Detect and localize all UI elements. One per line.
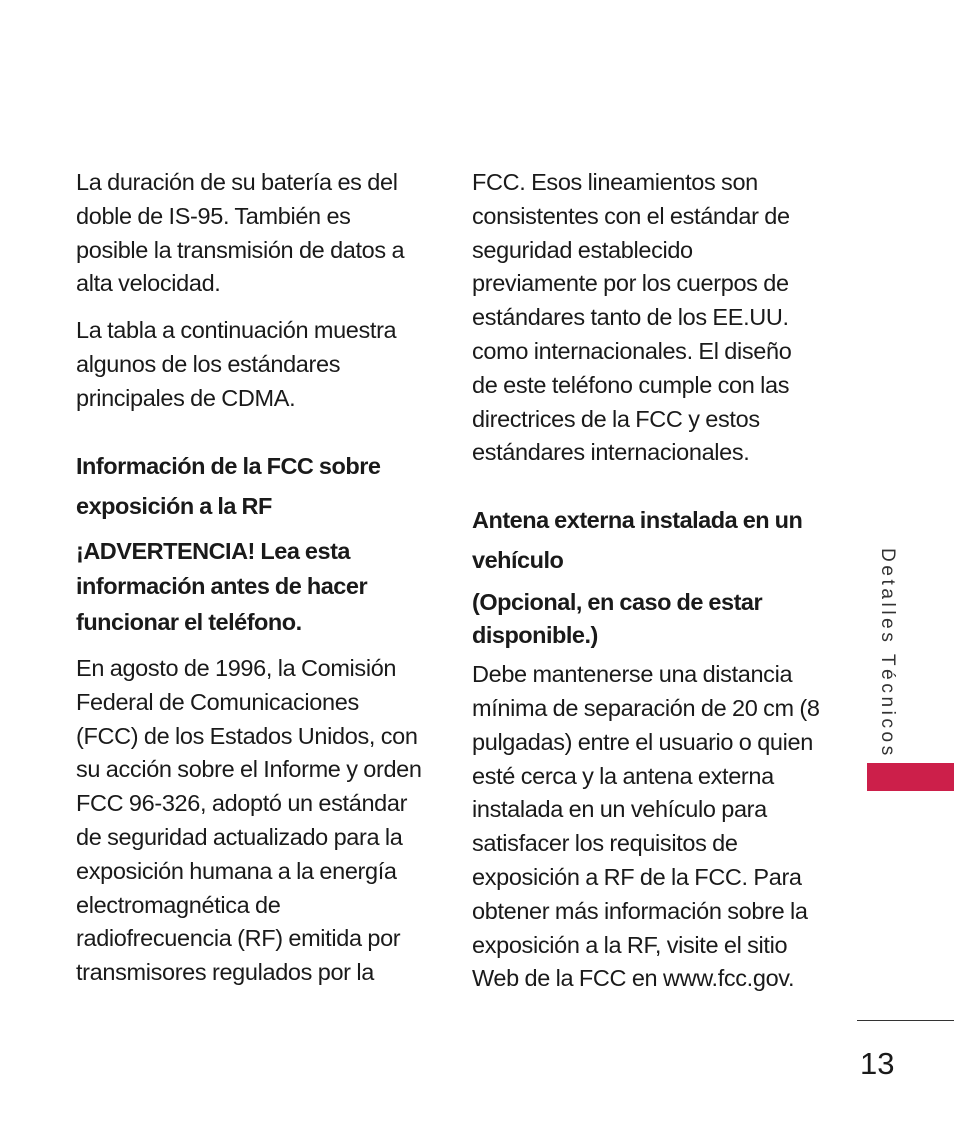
- right-column: [472, 166, 822, 996]
- antenna-distance-paragraph: Debe mantenerse una distancia mínima de separación de 20 cm (8 pulgadas) entre el usuario o quien esté cerca y la antena externa instalada en un vehículo para satisfacer los requisitos de exposición a RF de la FCC. Para obtener más información sobre la exposición a la RF, visite el sitio Web de la FCC en www.fcc.gov.: [472, 661, 820, 992]
- optional-subheading: (Opcional, en caso de estar disponible.): [472, 589, 763, 648]
- page-number-rule: [857, 1020, 954, 1021]
- section-tab-marker: [867, 763, 954, 791]
- fcc-guidelines-paragraph: FCC. Esos lineamientos son consistentes con el estándar de seguridad establecido previamente por los cuerpos de estándares tanto de los EE.UU. como internacionales. El diseño de este teléfono cumple con las directrices de la FCC y estos estándares internacionales.: [472, 169, 792, 466]
- section-tab-label: Detalles Técnicos: [877, 548, 898, 759]
- battery-paragraph: La duración de su batería es del doble de IS-95. También es posible la transmisión de datos a alta velocidad.: [76, 169, 405, 297]
- warning-heading: ¡ADVERTENCIA! Lea esta información antes de hacer funcionar el teléfono.: [76, 537, 368, 635]
- page-number: 13: [860, 1046, 895, 1081]
- fcc-1996-paragraph: En agosto de 1996, la Comisión Federal de Comunicaciones (FCC) de los Estados Unidos, con su acción sobre el Informe y orden FCC 96-326, adoptó un estándar de seguridad actualizado para la exposición humana a la energía electromagnética de radiofrecuencia (RF) emitida por transmisores regulados por la: [76, 655, 422, 986]
- left-column: [76, 166, 426, 990]
- external-antenna-heading: Antena externa instalada en un vehículo: [472, 507, 803, 574]
- cdma-table-paragraph: La tabla a continuación muestra algunos de los estándares principales de CDMA.: [76, 317, 397, 411]
- fcc-rf-heading: Información de la FCC sobre exposición a la RF: [76, 452, 381, 519]
